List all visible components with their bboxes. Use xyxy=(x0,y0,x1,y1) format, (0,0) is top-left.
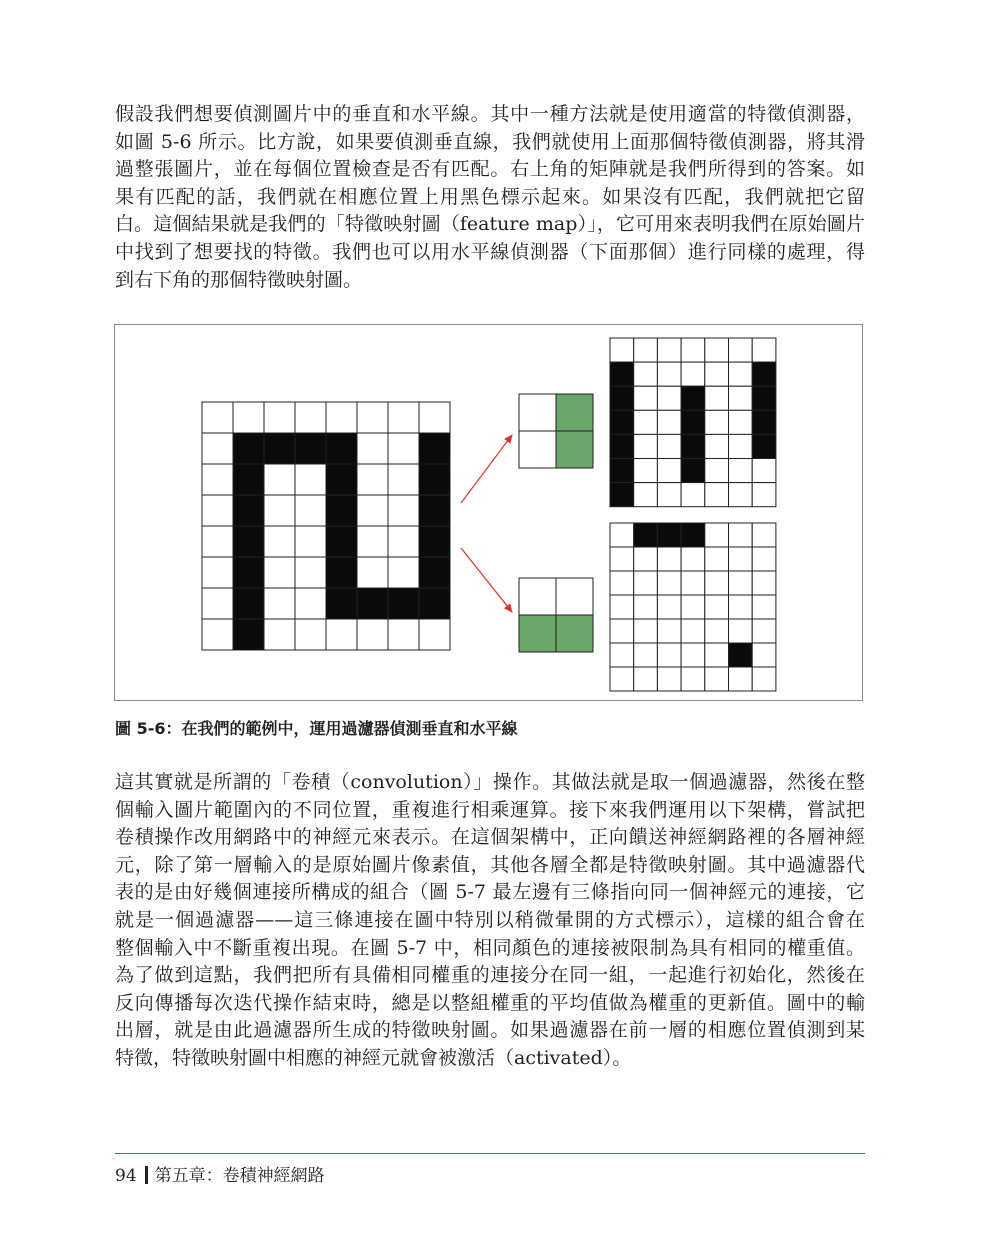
grid-cell-filled xyxy=(233,433,264,464)
grid-cell xyxy=(657,667,681,691)
grid-cell-filled xyxy=(388,588,419,619)
grid-cell-filled xyxy=(556,394,593,431)
grid-cell xyxy=(202,464,233,495)
grid-cell xyxy=(681,547,705,571)
grid-cell xyxy=(657,571,681,595)
footer-divider xyxy=(115,1153,865,1154)
grid-cell-filled xyxy=(326,464,357,495)
grid-cell xyxy=(634,338,658,362)
grid-cell-filled xyxy=(752,386,776,410)
grid-cell xyxy=(357,495,388,526)
grid-cell xyxy=(202,402,233,433)
grid-cell-filled xyxy=(233,588,264,619)
paragraph-line: 為了做到這點，我們把所有具備相同權重的連接分在同一組，一起進行初始化，然後在 xyxy=(115,964,865,987)
paragraph-line: 特徵，特徵映射圖中相應的神經元就會被激活（activated）。 xyxy=(115,1046,632,1069)
grid-cell xyxy=(657,362,681,386)
grid-cell xyxy=(295,495,326,526)
paragraph-line: 假設我們想要偵測圖片中的垂直和水平線。其中一種方法就是使用適當的特徵偵測器， xyxy=(115,103,865,125)
horizontal-feature-map-grid xyxy=(610,523,776,691)
grid-cell xyxy=(634,386,658,410)
grid-cell-filled xyxy=(610,459,634,483)
grid-cell xyxy=(233,402,264,433)
grid-cell xyxy=(729,571,753,595)
grid-cell xyxy=(610,619,634,643)
grid-cell xyxy=(357,402,388,433)
grid-cell xyxy=(264,557,295,588)
grid-cell xyxy=(634,571,658,595)
grid-cell xyxy=(705,547,729,571)
grid-cell-filled xyxy=(752,362,776,386)
grid-cell xyxy=(705,459,729,483)
grid-cell xyxy=(681,362,705,386)
horizontal-filter-grid xyxy=(519,578,593,652)
grid-cell xyxy=(295,526,326,557)
grid-cell xyxy=(729,667,753,691)
grid-cell xyxy=(519,394,556,431)
grid-cell xyxy=(610,547,634,571)
grid-cell-filled xyxy=(419,526,450,557)
figure-5-6 xyxy=(114,324,863,701)
grid-cell xyxy=(729,619,753,643)
grid-cell xyxy=(657,619,681,643)
input-image-grid xyxy=(202,402,450,650)
paragraph-line: 如圖 5-6 所示。比方說，如果要偵測垂直線，我們就使用上面那個特徵偵測器，將其滑 xyxy=(115,130,865,153)
grid-cell xyxy=(556,578,593,615)
grid-cell-filled xyxy=(729,643,753,667)
grid-cell xyxy=(388,495,419,526)
paragraph-line: 到右下角的那個特徵映射圖。 xyxy=(115,268,363,291)
grid-cell xyxy=(202,433,233,464)
grid-cell xyxy=(634,410,658,434)
grid-cell xyxy=(752,667,776,691)
grid-cell xyxy=(264,588,295,619)
grid-cell xyxy=(357,557,388,588)
footer-separator xyxy=(145,1166,148,1184)
figure-caption: 圖 5-6：在我們的範例中，運用過濾器偵測垂直和水平線 xyxy=(115,719,518,738)
grid-cell-filled xyxy=(752,434,776,458)
grid-cell xyxy=(357,464,388,495)
grid-cell xyxy=(388,619,419,650)
grid-cell-filled xyxy=(519,615,556,652)
paragraph-line: 過整張圖片，並在每個位置檢查是否有匹配。右上角的矩陣就是我們所得到的答案。如 xyxy=(115,158,865,181)
grid-cell xyxy=(681,595,705,619)
grid-cell xyxy=(729,547,753,571)
grid-cell xyxy=(752,619,776,643)
grid-cell xyxy=(634,483,658,507)
paragraph-line: 這其實就是所謂的「卷積（convolution）」操作。其做法就是取一個過濾器，然後在整 xyxy=(115,771,865,793)
paragraph-line: 表的是由好幾個連接所構成的組合（圖 5-7 最左邊有三條指向同一個神經元的連接，它 xyxy=(115,881,865,904)
paragraph-line: 個輸入圖片範圍內的不同位置，重複進行相乘運算。接下來我們運用以下架構，嘗試把 xyxy=(115,798,865,821)
grid-cell xyxy=(705,523,729,547)
grid-cell xyxy=(264,464,295,495)
grid-cell xyxy=(681,643,705,667)
grid-cell-filled xyxy=(681,434,705,458)
grid-cell xyxy=(657,338,681,362)
grid-cell xyxy=(264,526,295,557)
page-number: 94 xyxy=(115,1166,137,1186)
grid-cell xyxy=(681,619,705,643)
grid-cell xyxy=(657,483,681,507)
grid-cell-filled xyxy=(233,619,264,650)
grid-cell xyxy=(610,338,634,362)
paragraph-2 xyxy=(115,769,865,1073)
grid-cell xyxy=(634,667,658,691)
grid-cell xyxy=(705,434,729,458)
grid-cell xyxy=(705,595,729,619)
grid-cell xyxy=(752,547,776,571)
arrow-to-horizontal-filter xyxy=(461,548,512,612)
grid-cell-filled xyxy=(419,588,450,619)
grid-cell xyxy=(634,595,658,619)
grid-cell xyxy=(264,495,295,526)
grid-cell xyxy=(681,338,705,362)
grid-cell-filled xyxy=(556,615,593,652)
grid-cell xyxy=(657,459,681,483)
grid-cell xyxy=(752,523,776,547)
grid-cell-filled xyxy=(233,495,264,526)
grid-cell xyxy=(295,588,326,619)
grid-cell-filled xyxy=(419,495,450,526)
paragraph-line: 卷積操作改用網路中的神經元來表示。在這個架構中，正向饋送神經網路裡的各層神經 xyxy=(115,826,865,849)
paragraph-line: 反向傳播每次迭代操作結束時，總是以整組權重的平均值做為權重的更新值。圖中的輸 xyxy=(115,991,865,1014)
grid-cell-filled xyxy=(419,557,450,588)
grid-cell xyxy=(326,402,357,433)
grid-cell xyxy=(705,483,729,507)
grid-cell xyxy=(752,459,776,483)
grid-cell xyxy=(729,362,753,386)
grid-cell xyxy=(634,547,658,571)
grid-cell xyxy=(634,362,658,386)
paragraph-line: 整個輸入中不斷重複出現。在圖 5-7 中，相同顏色的連接被限制為具有相同的權重值。 xyxy=(115,936,865,959)
grid-cell-filled xyxy=(610,410,634,434)
grid-cell xyxy=(202,557,233,588)
grid-cell xyxy=(264,619,295,650)
grid-cell xyxy=(729,338,753,362)
grid-cell xyxy=(657,386,681,410)
chapter-title: 第五章：卷積神經網路 xyxy=(154,1166,325,1186)
grid-cell xyxy=(634,643,658,667)
grid-cell xyxy=(295,464,326,495)
grid-cell xyxy=(657,547,681,571)
grid-cell-filled xyxy=(233,464,264,495)
vertical-filter-grid xyxy=(519,394,593,468)
figure-diagram xyxy=(115,325,862,700)
grid-cell-filled xyxy=(610,483,634,507)
grid-cell-filled xyxy=(610,434,634,458)
grid-cell-filled xyxy=(556,431,593,468)
grid-cell xyxy=(752,338,776,362)
grid-cell-filled xyxy=(264,433,295,464)
grid-cell xyxy=(202,619,233,650)
grid-cell xyxy=(264,402,295,433)
grid-cell-filled xyxy=(681,523,705,547)
grid-cell xyxy=(657,434,681,458)
grid-cell xyxy=(657,595,681,619)
grid-cell xyxy=(681,667,705,691)
paragraph-line: 出層，就是由此過濾器所生成的特徵映射圖。如果過濾器在前一層的相應位置偵測到某 xyxy=(115,1019,865,1042)
grid-cell xyxy=(729,459,753,483)
grid-cell xyxy=(634,619,658,643)
grid-cell xyxy=(729,386,753,410)
paragraph-line: 白。這個結果就是我們的「特徵映射圖（feature map）」，它可用來表明我們在原始圖片 xyxy=(115,213,865,236)
grid-cell xyxy=(326,619,357,650)
grid-cell xyxy=(681,571,705,595)
grid-cell xyxy=(202,495,233,526)
grid-cell xyxy=(519,431,556,468)
grid-cell-filled xyxy=(657,523,681,547)
grid-cell xyxy=(705,362,729,386)
paragraph-line: 中找到了想要找的特徵。我們也可以用水平線偵測器（下面那個）進行同樣的處理，得 xyxy=(115,240,865,263)
grid-cell xyxy=(729,523,753,547)
grid-cell xyxy=(519,578,556,615)
grid-cell xyxy=(705,643,729,667)
grid-cell-filled xyxy=(326,526,357,557)
arrow-to-vertical-filter xyxy=(461,435,512,503)
grid-cell xyxy=(357,526,388,557)
grid-cell xyxy=(202,588,233,619)
grid-cell-filled xyxy=(326,433,357,464)
grid-cell xyxy=(634,434,658,458)
grid-cell-filled xyxy=(634,523,658,547)
page-footer xyxy=(115,1161,325,1186)
grid-cell xyxy=(729,410,753,434)
grid-cell-filled xyxy=(357,588,388,619)
grid-cell xyxy=(705,571,729,595)
grid-cell-filled xyxy=(610,362,634,386)
grid-cell xyxy=(634,459,658,483)
grid-cell-filled xyxy=(233,557,264,588)
grid-cell-filled xyxy=(326,588,357,619)
grid-cell xyxy=(610,571,634,595)
grid-cell xyxy=(419,619,450,650)
grid-cell xyxy=(752,571,776,595)
grid-cell xyxy=(202,526,233,557)
paragraph-line: 就是一個過濾器——這三條連接在圖中特別以稍微暈開的方式標示），這樣的組合會在 xyxy=(115,908,865,931)
grid-cell-filled xyxy=(681,459,705,483)
grid-cell xyxy=(610,667,634,691)
grid-cell xyxy=(388,526,419,557)
grid-cell xyxy=(357,619,388,650)
grid-cell xyxy=(657,410,681,434)
grid-cell xyxy=(752,483,776,507)
grid-cell xyxy=(752,643,776,667)
grid-cell xyxy=(729,595,753,619)
grid-cell xyxy=(752,595,776,619)
grid-cell-filled xyxy=(326,557,357,588)
grid-cell xyxy=(729,483,753,507)
grid-cell xyxy=(610,523,634,547)
grid-cell xyxy=(419,402,450,433)
grid-cell xyxy=(705,667,729,691)
grid-cell xyxy=(705,338,729,362)
paragraph-1 xyxy=(115,101,865,294)
grid-cell-filled xyxy=(233,526,264,557)
grid-cell-filled xyxy=(752,410,776,434)
grid-cell xyxy=(388,464,419,495)
grid-cell-filled xyxy=(419,433,450,464)
grid-cell xyxy=(705,386,729,410)
grid-cell xyxy=(705,619,729,643)
grid-cell xyxy=(388,557,419,588)
grid-cell xyxy=(295,619,326,650)
grid-cell xyxy=(657,643,681,667)
grid-cell-filled xyxy=(419,464,450,495)
grid-cell-filled xyxy=(681,410,705,434)
grid-cell-filled xyxy=(610,386,634,410)
vertical-feature-map-grid xyxy=(610,338,776,507)
grid-cell xyxy=(610,595,634,619)
grid-cell-filled xyxy=(681,386,705,410)
grid-cell-filled xyxy=(295,433,326,464)
grid-cell xyxy=(610,643,634,667)
paragraph-line: 果有匹配的話，我們就在相應位置上用黑色標示起來。如果沒有匹配，我們就把它留 xyxy=(115,185,865,208)
grid-cell xyxy=(295,402,326,433)
grid-cell xyxy=(729,434,753,458)
grid-cell xyxy=(357,433,388,464)
grid-cell-filled xyxy=(326,495,357,526)
grid-cell xyxy=(295,557,326,588)
grid-cell xyxy=(388,402,419,433)
grid-cell xyxy=(705,410,729,434)
paragraph-line: 元，除了第一層輸入的是原始圖片像素值，其他各層全都是特徵映射圖。其中過濾器代 xyxy=(115,853,865,876)
grid-cell xyxy=(388,433,419,464)
grid-cell xyxy=(681,483,705,507)
